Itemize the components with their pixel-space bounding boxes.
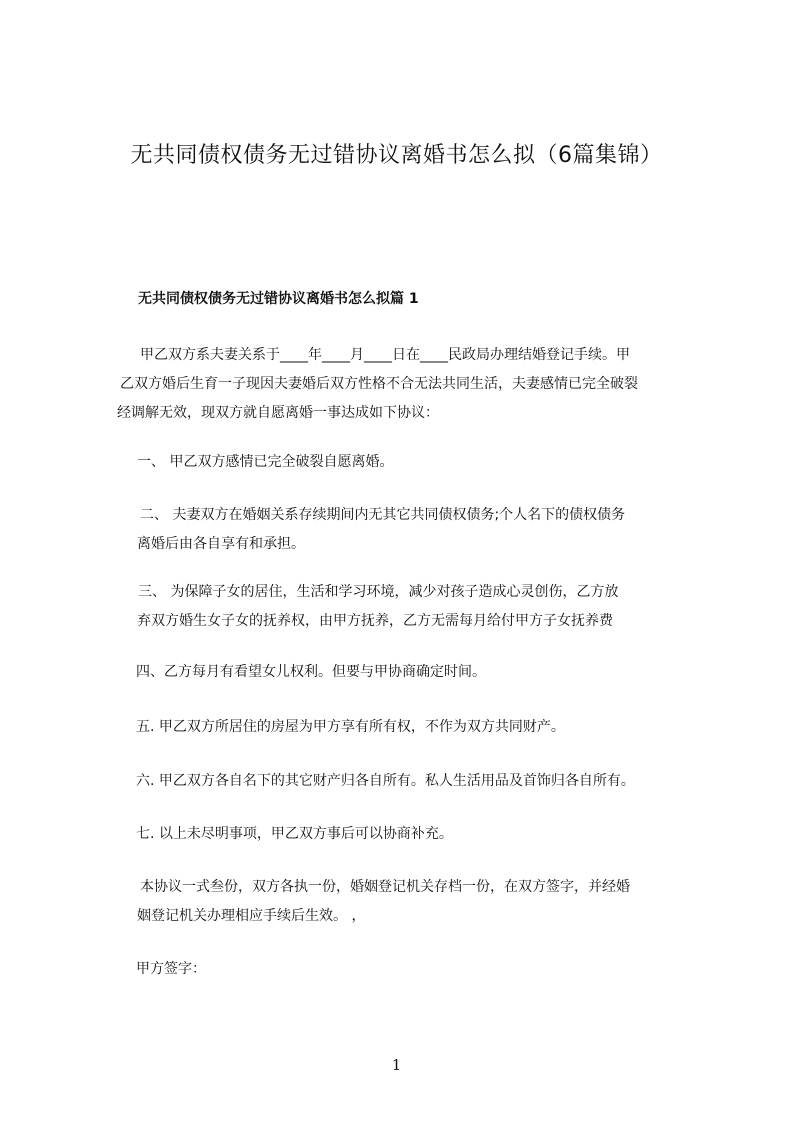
paragraph-line: 离婚后由各自享有和承担。 bbox=[137, 536, 305, 552]
paragraph-line: 本协议一式叁份，双方各执一份，婚姻登记机关存档一份，在双方签字，并经婚 bbox=[140, 879, 630, 895]
paragraph-line: 五. 甲乙双方所居住的房屋为甲方享有所有权，不作为双方共同财产。 bbox=[136, 719, 565, 735]
paragraph-line: 二、 夫妻双方在婚姻关系存续期间内无其它共同债权债务;个人名下的债权债务 bbox=[140, 507, 626, 523]
clause-five bbox=[136, 713, 565, 742]
clause-seven bbox=[136, 820, 453, 849]
paragraph-line: 甲乙双方系夫妻关系于____年____月____日在____民政局办理结婚登记手续。甲 bbox=[140, 347, 630, 363]
paragraph-line: 七. 以上未尽明事项，甲乙双方事后可以协商补充。 bbox=[136, 826, 453, 842]
signature-label: 甲方签字： bbox=[136, 961, 206, 977]
paragraph-line: 六. 甲乙双方各自名下的其它财产归各自所有。私人生活用品及首饰归各自所有。 bbox=[136, 773, 635, 789]
section-heading: 无共同债权债务无过错协议离婚书怎么拟篇 1 bbox=[138, 291, 419, 307]
clause-two bbox=[137, 501, 626, 559]
signature-party-a bbox=[136, 955, 206, 984]
paragraph-intro bbox=[117, 341, 638, 428]
paragraph-line: 四、乙方每月有看望女儿权利。但要与甲协商确定时间。 bbox=[136, 664, 486, 680]
clause-six bbox=[136, 767, 635, 796]
clause-three bbox=[138, 578, 618, 636]
document-title: 无共同债权债务无过错协议离婚书怎么拟（6篇集锦） bbox=[130, 143, 663, 168]
paragraph-line: 乙双方婚后生育一子现因夫妻婚后双方性格不合无法共同生活，夫妻感情已完全破裂 bbox=[120, 376, 638, 392]
paragraph-line: 三、 为保障子女的居住，生活和学习环境，减少对孩子造成心灵创伤，乙方放 bbox=[138, 584, 619, 600]
paragraph-line: 弃双方婚生女子女的抚养权，由甲方抚养，乙方无需每月给付甲方子女抚养费 bbox=[137, 613, 613, 629]
clause-one bbox=[137, 448, 393, 477]
paragraph-line: 经调解无效，现双方就自愿离婚一事达成如下协议： bbox=[117, 405, 439, 421]
paragraph-line: 一、 甲乙双方感情已完全破裂自愿离婚。 bbox=[137, 454, 394, 470]
page-number: 1 bbox=[391, 1056, 402, 1074]
paragraph-line: 姻登记机关办理相应手续后生效。 ， bbox=[137, 908, 366, 924]
clause-four bbox=[136, 658, 486, 687]
closing-paragraph bbox=[137, 873, 630, 931]
